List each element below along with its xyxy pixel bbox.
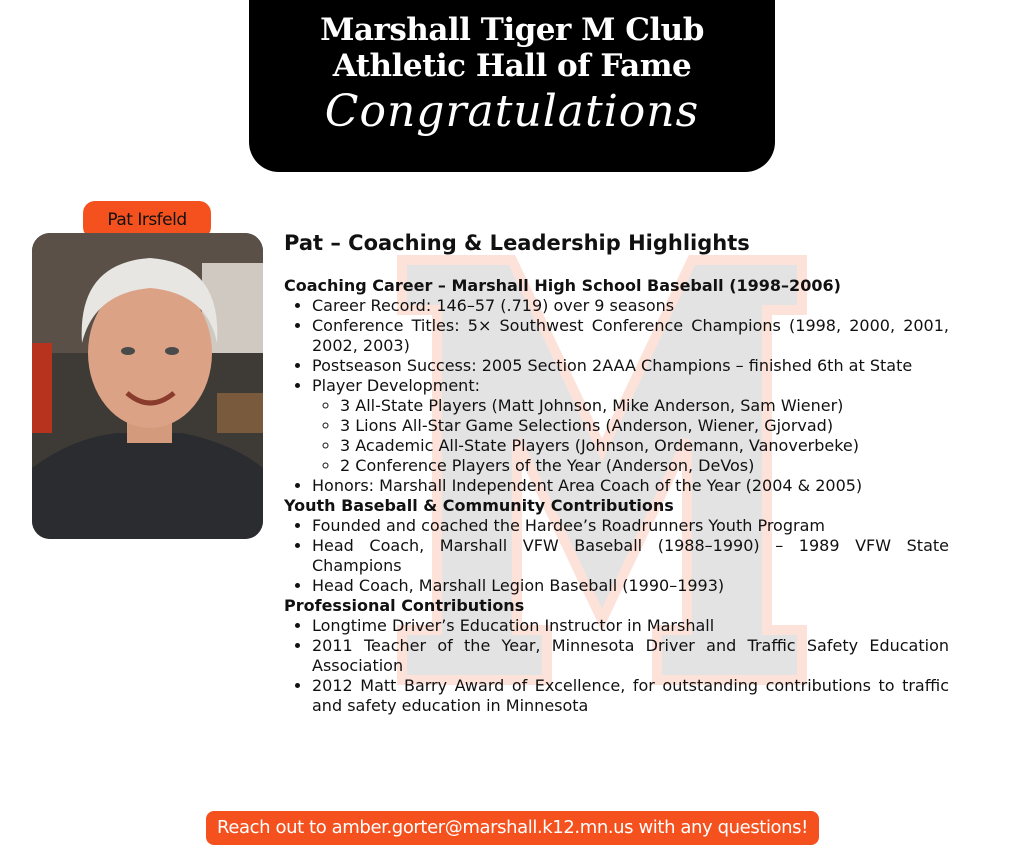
youth-list <box>284 516 949 596</box>
sub-list-item: ◦ 3 Lions All-Star Game Selections (Anderson, Wiener, Gjorvad) <box>340 416 949 436</box>
page-title: Pat – Coaching & Leadership Highlights <box>284 231 750 255</box>
youth-section-heading: Youth Baseball & Community Contributions <box>284 496 674 515</box>
list-item: • Honors: Marshall Independent Area Coach of the Year (2004 & 2005) <box>312 476 949 496</box>
list-item: • Head Coach, Marshall Legion Baseball (1990–1993) <box>312 576 949 596</box>
list-item <box>312 376 949 476</box>
list-item: • 2011 Teacher of the Year, Minnesota Driver and Traffic Safety Education Association <box>312 636 949 676</box>
player-development-list <box>312 396 949 476</box>
list-item-label: Player Development: <box>312 376 480 395</box>
coaching-section-heading: Coaching Career – Marshall High School Baseball (1998–2006) <box>284 276 841 295</box>
professional-section-heading: Professional Contributions <box>284 596 525 615</box>
list-item: • Founded and coached the Hardee’s Roadrunners Youth Program <box>312 516 949 536</box>
contact-footer: Reach out to amber.gorter@marshall.k12.mn.us with any questions! <box>206 811 819 845</box>
header-script-text: Congratulations <box>324 86 700 137</box>
list-item: • Postseason Success: 2005 Section 2AAA Champions – finished 6th at State <box>312 356 949 376</box>
sub-list-item: ◦ 3 Academic All-State Players (Johnson, Ordemann, Vanoverbeke) <box>340 436 949 456</box>
highlights-content <box>284 228 949 716</box>
name-tag: Pat Irsfeld <box>83 201 211 239</box>
professional-list <box>284 616 949 716</box>
list-item: • Head Coach, Marshall VFW Baseball (1988–1990) – 1989 VFW State Champions <box>312 536 949 576</box>
header-title-line1: Marshall Tiger M Club <box>320 12 704 48</box>
profile-photo <box>32 233 263 539</box>
list-item: • Longtime Driver’s Education Instructor in Marshall <box>312 616 949 636</box>
list-item: • 2012 Matt Barry Award of Excellence, for outstanding contributions to traffic and safety education in Minnesota <box>312 676 949 716</box>
header-banner <box>249 0 775 172</box>
sub-list-item: ◦ 2 Conference Players of the Year (Anderson, DeVos) <box>340 456 949 476</box>
sub-list-item: ◦ 3 All-State Players (Matt Johnson, Mike Anderson, Sam Wiener) <box>340 396 949 416</box>
header-title-line2: Athletic Hall of Fame <box>332 48 692 84</box>
coaching-list <box>284 296 949 496</box>
list-item: • Conference Titles: 5× Southwest Conference Champions (1998, 2000, 2001, 2002, 2003) <box>312 316 949 356</box>
list-item: • Career Record: 146–57 (.719) over 9 seasons <box>312 296 949 316</box>
